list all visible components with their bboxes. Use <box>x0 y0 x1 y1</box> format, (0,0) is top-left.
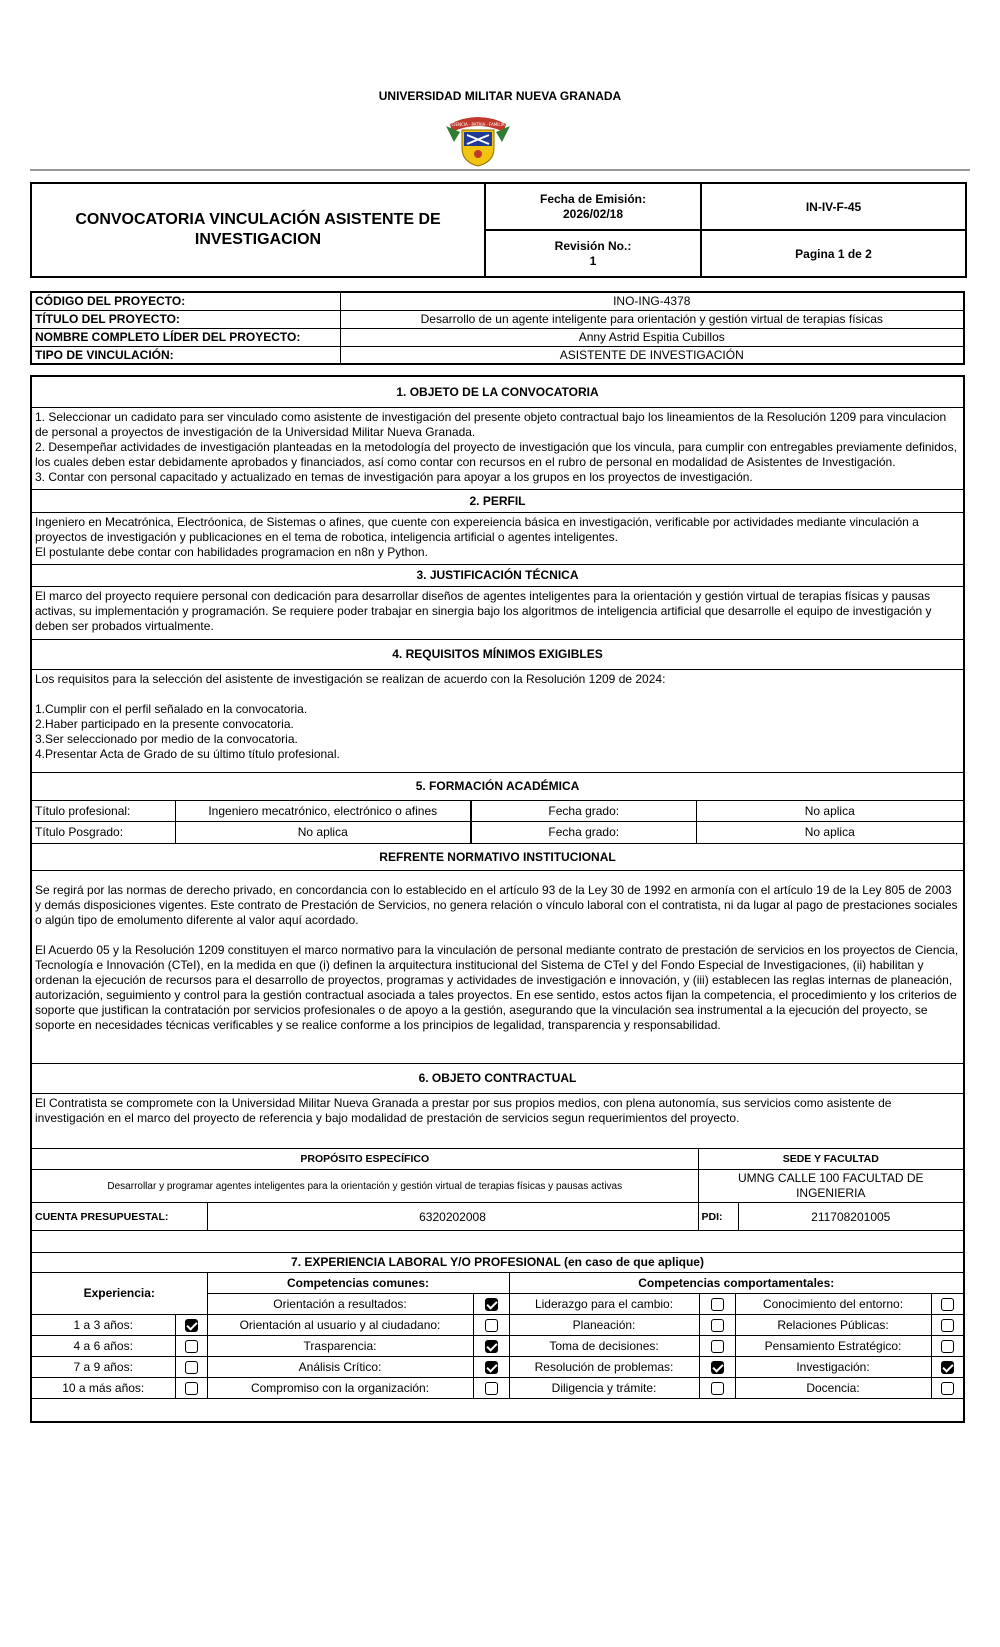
page-number: Pagina 1 de 2 <box>701 230 966 277</box>
requirement-item: 2.Haber participado en la presente convocatoria. <box>35 716 294 731</box>
normative-body <box>31 870 964 1063</box>
academic-row <box>32 822 963 843</box>
purpose-table-cell <box>31 1148 964 1252</box>
issue-date-label: Fecha de Emisión: <box>539 191 647 206</box>
section-5-title: 5. FORMACIÓN ACADÉMICA <box>31 772 964 800</box>
budget-account-value: 6320202008 <box>207 1203 698 1231</box>
purpose-table <box>32 1149 963 1252</box>
checkbox[interactable] <box>185 1361 198 1374</box>
revision <box>485 230 701 277</box>
experience-option-label: 7 a 9 años: <box>32 1357 175 1378</box>
project-row <box>31 292 964 310</box>
purpose-value: Desarrollar y programar agentes inteligentes para la orientación y gestión virtual de terapias físicas y pausas activas <box>32 1170 698 1203</box>
issue-date <box>485 183 701 230</box>
section-4-body <box>31 669 964 772</box>
postgrad-date-label: Fecha grado: <box>471 822 696 843</box>
common-competency-label: Análisis Crítico: <box>207 1357 473 1378</box>
checkbox[interactable] <box>711 1382 724 1395</box>
campus-label: SEDE Y FACULTAD <box>698 1149 963 1170</box>
project-row <box>31 346 964 364</box>
revision-value: 1 <box>589 253 597 268</box>
behavioral-competency-label: Resolución de problemas: <box>509 1357 699 1378</box>
campus-value: UMNG CALLE 100 FACULTAD DE INGENIERIA <box>698 1170 963 1203</box>
behavioral-competency-label: Investigación: <box>735 1357 931 1378</box>
checkbox[interactable] <box>711 1319 724 1332</box>
section-4-intro: Los requisitos para la selección del asistente de investigación se realizan de acuerdo con la Resolución 1209 de 2024: <box>35 671 666 686</box>
project-type-label: TIPO DE VINCULACIÓN: <box>31 346 340 364</box>
normative-paragraph: Se regirá por las normas de derecho privado, en concordancia con lo establecido en el artículo 93 de la Ley 30 de 1992 en armonía con el artículo 19 de la Ley 805 de 2003 y demás disposiciones vigentes. Este contrato de Prestación de Servicios, no genera relación o vínculo laboral con el contratista, ni da lugar al pago de prestaciones sociales o algún tipo de emolumento diferente al valor aquí acordado. <box>35 882 958 927</box>
competency-row <box>32 1315 963 1336</box>
experience-table <box>32 1273 963 1421</box>
project-title-label: TÍTULO DEL PROYECTO: <box>31 310 340 328</box>
behavioral-competency-label: Pensamiento Estratégico: <box>735 1336 931 1357</box>
requirement-item: 4.Presentar Acta de Grado de su último título profesional. <box>35 746 340 761</box>
purpose-label: PROPÓSITO ESPECÍFICO <box>32 1149 698 1170</box>
project-title-value: Desarrollo de un agente inteligente para orientación y gestión virtual de terapias físicas <box>340 310 964 328</box>
document-title: CONVOCATORIA VINCULACIÓN ASISTENTE DE INVESTIGACION <box>31 183 485 277</box>
experience-table-cell <box>31 1272 964 1422</box>
behavioral-competency-label: Planeación: <box>509 1315 699 1336</box>
budget-account-label: CUENTA PRESUPUESTAL: <box>32 1203 207 1231</box>
project-row <box>31 328 964 346</box>
behavioral-competency-label: Docencia: <box>735 1378 931 1399</box>
experience-option-label: 1 a 3 años: <box>32 1315 175 1336</box>
project-code-value: INO-ING-4378 <box>340 292 964 310</box>
section-2-body <box>31 512 964 564</box>
checkbox-checked[interactable] <box>941 1361 954 1374</box>
behavioral-competency-label: Toma de decisiones: <box>509 1336 699 1357</box>
requirement-item: 3.Ser seleccionado por medio de la convocatoria. <box>35 731 298 746</box>
section-4-title: 4. REQUISITOS MÍNIMOS EXIGIBLES <box>31 639 964 669</box>
document-header <box>30 182 965 278</box>
checkbox[interactable] <box>485 1382 498 1395</box>
section-3-body: El marco del proyecto requiere personal con dedicación para desarrollar diseños de agentes inteligentes para la orientación y gestión virtual de terapias físicas y pausas activas, su implementación y programación. Se requiere poder trabajar en sinergia bajo los algoritmos de inteligencia artificial que desarrolle el equipo de investigación y deben ser probados virtualmente. <box>31 586 964 639</box>
blank-row <box>32 1231 963 1252</box>
behavioral-competency-label: Liderazgo para el cambio: <box>509 1294 699 1315</box>
logo-motto: CIENCIA · PATRIA · FAMILIA <box>451 122 505 127</box>
professional-title-value: Ingeniero mecatrónico, electrónico o afines <box>175 801 471 822</box>
professional-date-label: Fecha grado: <box>471 801 696 822</box>
checkbox[interactable] <box>185 1340 198 1353</box>
blank-row <box>32 1399 963 1421</box>
section-1-line: 1. Seleccionar un cadidato para ser vinculado como asistente de investigación del presente objeto contractual bajo los lineamientos de la Resolución 1209 para vinculacion de personal a proyectos de investigación de la Universidad Militar Nueva Granada. <box>35 409 947 439</box>
checkbox-checked[interactable] <box>485 1340 498 1353</box>
checkbox-checked[interactable] <box>485 1361 498 1374</box>
project-leader-label: NOMBRE COMPLETO LÍDER DEL PROYECTO: <box>31 328 340 346</box>
experience-label: Experiencia: <box>32 1273 207 1315</box>
common-competency-label: Compromiso con la organización: <box>207 1378 473 1399</box>
academic-row <box>32 801 963 822</box>
checkbox[interactable] <box>941 1382 954 1395</box>
competency-row <box>32 1357 963 1378</box>
behavioral-competency-label: Conocimiento del entorno: <box>735 1294 931 1315</box>
issue-date-value: 2026/02/18 <box>562 206 624 221</box>
section-1-line: 3. Contar con personal capacitado y actualizado en temas de investigación para apoyar a los grupos en los proyectos de investigación. <box>35 469 753 484</box>
academic-table <box>32 801 963 843</box>
section-2-line: El postulante debe contar con habilidades programacion en n8n y Python. <box>35 544 428 559</box>
common-competency-label: Orientación al usuario y al ciudadano: <box>207 1315 473 1336</box>
experience-option-label: 10 a más años: <box>32 1378 175 1399</box>
pdi-label: PDI: <box>698 1203 738 1231</box>
requirement-item: 1.Cumplir con el perfil señalado en la convocatoria. <box>35 701 308 716</box>
project-leader-value: Anny Astrid Espitia Cubillos <box>340 328 964 346</box>
project-info <box>30 291 965 365</box>
checkbox[interactable] <box>941 1319 954 1332</box>
section-2-title: 2. PERFIL <box>31 489 964 512</box>
normative-paragraph: El Acuerdo 05 y la Resolución 1209 constituyen el marco normativo para la vinculación de personal mediante contrato de prestación de servicios en los proyectos de Ciencia, Tecnología e Innovación (CTeI), en la medida en que (i) definen la arquitectura institucional del Sistema de CTeI y del Fondo Especial de Investigaciones, (ii) habilitan y ordenan la ejecución de recursos para el desarrollo de proyectos, programas y actividades de investigación e innovación, y (iii) establecen las reglas internas de planeación, autorización, seguimiento y control para la gestión contractual asociada a tales proyectos. En ese sentido, estos actos fijan la competencia, el procedimiento y los criterios de soporte que justifican la contratación por servicios profesionales o de apoyo a la gestión, asegurando que la vinculación sea instrumental a la ejecución del proyecto, se soporte en necesidades técnicas verificables y se realice conforme a los principios de legalidad, transparencia y responsabilidad. <box>35 942 959 1032</box>
checkbox-checked[interactable] <box>185 1319 198 1332</box>
checkbox[interactable] <box>711 1298 724 1311</box>
competency-row <box>32 1336 963 1357</box>
pdi-value: 211708201005 <box>738 1203 963 1231</box>
section-6-body: El Contratista se compromete con la Universidad Militar Nueva Granada a prestar por sus propios medios, con plena autonomía, sus servicios como asistente de investigación en el marco del proyecto de referencia y bajo modalidad de prestación de servicios segun requerimientos del proyecto. <box>31 1093 964 1148</box>
section-1-title: 1. OBJETO DE LA CONVOCATORIA <box>31 376 964 407</box>
normative-title: REFRENTE NORMATIVO INSTITUCIONAL <box>31 843 964 870</box>
competency-row <box>32 1378 963 1399</box>
common-competency-label: Trasparencia: <box>207 1336 473 1357</box>
checkbox[interactable] <box>941 1298 954 1311</box>
postgrad-date-value: No aplica <box>696 822 963 843</box>
professional-title-label: Título profesional: <box>32 801 175 822</box>
postgrad-title-value: No aplica <box>175 822 471 843</box>
section-6-title: 6. OBJETO CONTRACTUAL <box>31 1063 964 1093</box>
checkbox-checked[interactable] <box>485 1298 498 1311</box>
project-code-label: CÓDIGO DEL PROYECTO: <box>31 292 340 310</box>
checkbox[interactable] <box>941 1340 954 1353</box>
postgrad-title-label: Título Posgrado: <box>32 822 175 843</box>
common-competency-label: Orientación a resultados: <box>207 1294 473 1315</box>
section-7-title: 7. EXPERIENCIA LABORAL Y/O PROFESIONAL (en caso de que aplique) <box>31 1252 964 1272</box>
common-competencies-label: Competencias comunes: <box>207 1273 509 1294</box>
checkbox-checked[interactable] <box>711 1361 724 1374</box>
header-rule <box>30 169 970 171</box>
checkbox[interactable] <box>485 1319 498 1332</box>
behavioral-competency-label: Relaciones Públicas: <box>735 1315 931 1336</box>
university-logo <box>442 112 514 168</box>
document-code: IN-IV-F-45 <box>701 183 966 230</box>
university-name: UNIVERSIDAD MILITAR NUEVA GRANADA <box>378 89 622 103</box>
professional-date-value: No aplica <box>696 801 963 822</box>
section-3-title: 3. JUSTIFICACIÓN TÉCNICA <box>31 564 964 586</box>
section-1-line: 2. Desempeñar actividades de investigación planteadas en la metodología del proyecto de investigación que los vincula, para cumplir con entregables previamente definidos, los cuales deben estar debidamente aprobados y financiados, así como contar con recursos en el rubro de personal en modalidad de Asistentes de Investigación. <box>35 439 957 469</box>
revision-label: Revisión No.: <box>554 238 632 253</box>
project-type-value: ASISTENTE DE INVESTIGACIÓN <box>340 346 964 364</box>
checkbox[interactable] <box>185 1382 198 1395</box>
behavioral-competencies-label: Competencias comportamentales: <box>509 1273 963 1294</box>
experience-option-label: 4 a 6 años: <box>32 1336 175 1357</box>
project-row <box>31 310 964 328</box>
section-1-body <box>31 407 964 489</box>
checkbox[interactable] <box>711 1340 724 1353</box>
academic-table-cell <box>31 800 964 843</box>
main-form <box>30 375 965 1423</box>
section-2-line: Ingeniero en Mecatrónica, Electróonica, de Sistemas o afines, que cuente con expereiencia básica en investigación, verificable por actividades mediante vinculación a proyectos de investigación y publicaciones en el tema de robotica, inteligencia artificial o agentes inteligentes. <box>35 514 919 544</box>
behavioral-competency-label: Diligencia y trámite: <box>509 1378 699 1399</box>
